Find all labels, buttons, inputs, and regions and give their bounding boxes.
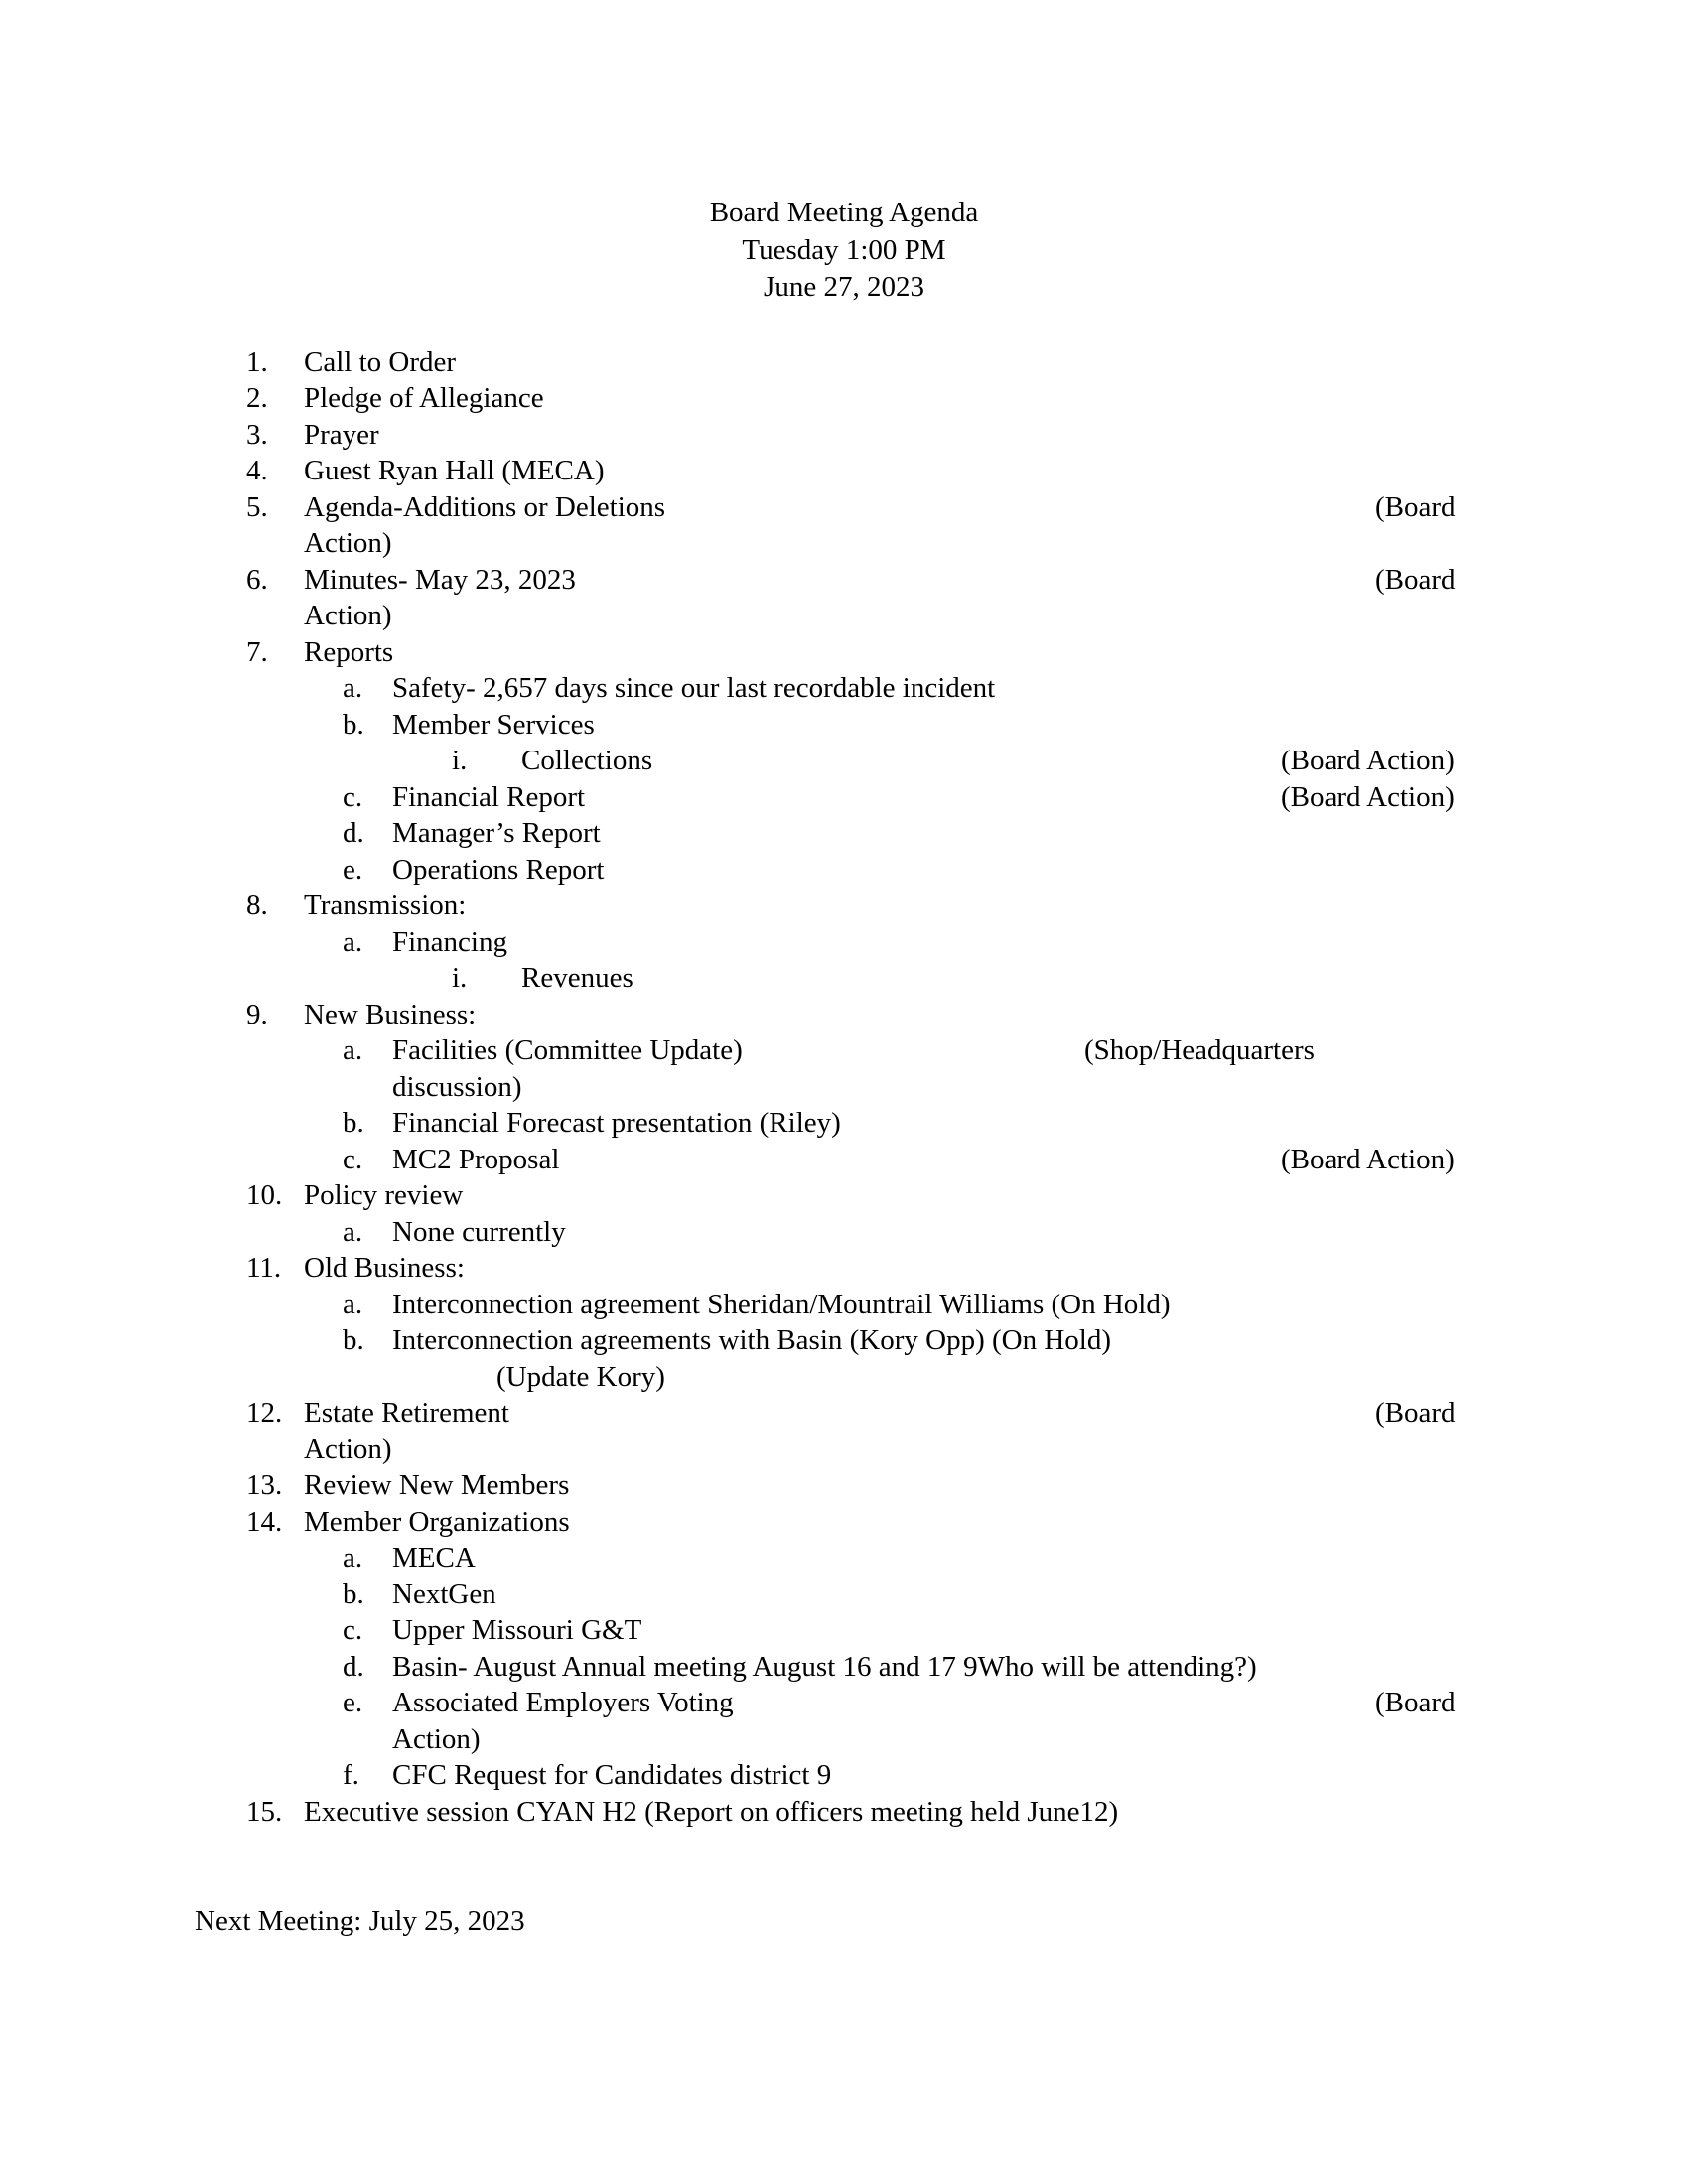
subitem-text: MC2 Proposal bbox=[392, 1143, 560, 1175]
subitem-marker: d. bbox=[343, 817, 364, 849]
subitem-text: Interconnection agreements with Basin (Kory Opp) (On Hold) bbox=[392, 1324, 1111, 1356]
subitem-marker: c. bbox=[343, 1614, 363, 1646]
item-text: Reports bbox=[304, 635, 394, 668]
item-marker: 12. bbox=[246, 1397, 283, 1429]
subitem-marker: c. bbox=[343, 1143, 363, 1175]
agenda-item bbox=[0, 634, 1688, 671]
item-marker: 2. bbox=[246, 382, 268, 414]
subsubitem-marker: i. bbox=[452, 745, 468, 776]
agenda-subitem bbox=[0, 670, 1688, 707]
item-note: (Board bbox=[1375, 563, 1456, 596]
agenda-subsubitem bbox=[0, 743, 1688, 779]
item-note: (Board Action) bbox=[1281, 780, 1455, 813]
agenda-item bbox=[0, 489, 1688, 526]
subitem-text: CFC Request for Candidates district 9 bbox=[392, 1759, 832, 1791]
agenda-item bbox=[0, 417, 1688, 454]
item-note: (Board bbox=[1375, 1397, 1456, 1429]
agenda-item bbox=[0, 887, 1688, 924]
item-marker: 1. bbox=[246, 345, 268, 378]
subitem-marker: b. bbox=[343, 1324, 364, 1356]
agenda-item bbox=[0, 997, 1688, 1033]
item-text: Policy review bbox=[304, 1179, 464, 1211]
item-note: (Board bbox=[1375, 1687, 1456, 1718]
agenda-subsubitem bbox=[0, 960, 1688, 997]
agenda-list bbox=[0, 344, 1688, 1831]
agenda-item-continuation bbox=[0, 1359, 1688, 1396]
subsubitem-text: Revenues bbox=[521, 962, 633, 994]
next-meeting-note: Next Meeting: July 25, 2023 bbox=[195, 1905, 525, 1937]
item-continuation-text: Action) bbox=[304, 600, 392, 631]
item-marker: 13. bbox=[246, 1469, 283, 1501]
subitem-text: Member Services bbox=[392, 708, 595, 741]
item-note: (Board Action) bbox=[1281, 745, 1455, 776]
item-marker: 4. bbox=[246, 455, 268, 486]
agenda-item-continuation bbox=[0, 525, 1688, 562]
subitem-text: Safety- 2,657 days since our last recordable incident bbox=[392, 672, 996, 704]
subitem-marker: f. bbox=[343, 1759, 359, 1791]
subitem-text: MECA bbox=[392, 1542, 476, 1573]
item-text: Member Organizations bbox=[304, 1505, 570, 1538]
item-marker: 5. bbox=[246, 490, 268, 523]
agenda-subitem bbox=[0, 924, 1688, 961]
agenda-subitem bbox=[0, 1142, 1688, 1178]
header-date: June 27, 2023 bbox=[764, 271, 924, 303]
subitem-marker: b. bbox=[343, 1577, 364, 1610]
subsubitem-marker: i. bbox=[452, 962, 468, 994]
item-marker: 14. bbox=[246, 1505, 283, 1538]
subitem-marker: d. bbox=[343, 1650, 364, 1683]
agenda-subitem bbox=[0, 1105, 1688, 1142]
item-marker: 11. bbox=[246, 1252, 282, 1284]
subitem-text: Financial Forecast presentation (Riley) bbox=[392, 1107, 841, 1139]
agenda-item-continuation bbox=[0, 1432, 1688, 1468]
subitem-text: Financing bbox=[392, 925, 507, 958]
item-text: Prayer bbox=[304, 418, 379, 451]
agenda-item-continuation bbox=[0, 1721, 1688, 1758]
item-marker: 9. bbox=[246, 998, 268, 1030]
item-marker: 15. bbox=[246, 1795, 283, 1828]
item-text: Old Business: bbox=[304, 1252, 465, 1284]
subitem-text: None currently bbox=[392, 1215, 566, 1248]
agenda-item bbox=[0, 562, 1688, 599]
subitem-marker: a. bbox=[343, 1034, 363, 1066]
item-note: (Board Action) bbox=[1281, 1143, 1455, 1175]
agenda-subitem bbox=[0, 1685, 1688, 1721]
subitem-marker: a. bbox=[343, 1215, 363, 1248]
agenda-item-continuation bbox=[0, 1069, 1688, 1106]
header-title: Board Meeting Agenda bbox=[709, 197, 979, 228]
item-continuation-text: Action) bbox=[304, 1433, 392, 1465]
item-continuation-text: Action) bbox=[304, 527, 392, 559]
subitem-marker: a. bbox=[343, 1288, 363, 1320]
subitem-text: Associated Employers Voting bbox=[392, 1687, 734, 1718]
agenda-subitem bbox=[0, 779, 1688, 816]
document-header bbox=[0, 0, 1688, 307]
subitem-marker: a. bbox=[343, 672, 363, 704]
subitem-marker: a. bbox=[343, 925, 363, 958]
subsubitem-text: Collections bbox=[521, 745, 653, 776]
subitem-text: Basin- August Annual meeting August 16 and 17 9Who will be attending?) bbox=[392, 1650, 1257, 1683]
item-note: (Board bbox=[1375, 490, 1456, 523]
item-continuation-text: Action) bbox=[392, 1722, 481, 1755]
subitem-marker: c. bbox=[343, 780, 363, 813]
agenda-item-continuation bbox=[0, 598, 1688, 634]
subitem-text: NextGen bbox=[392, 1577, 496, 1610]
agenda-item bbox=[0, 1467, 1688, 1504]
subitem-text: Upper Missouri G&T bbox=[392, 1614, 642, 1646]
header-time: Tuesday 1:00 PM bbox=[742, 233, 946, 266]
agenda-item bbox=[0, 1177, 1688, 1214]
item-text: New Business: bbox=[304, 998, 477, 1030]
item-text: Call to Order bbox=[304, 345, 457, 378]
agenda-subitem bbox=[0, 852, 1688, 888]
item-text: Executive session CYAN H2 (Report on officers meeting held June12) bbox=[304, 1795, 1119, 1828]
agenda-item bbox=[0, 1504, 1688, 1541]
item-note: (Shop/Headquarters bbox=[1084, 1034, 1315, 1066]
agenda-subitem bbox=[0, 1649, 1688, 1686]
agenda-subitem bbox=[0, 1287, 1688, 1323]
item-text: Agenda-Additions or Deletions bbox=[304, 490, 666, 523]
agenda-item bbox=[0, 344, 1688, 381]
item-text: Guest Ryan Hall (MECA) bbox=[304, 455, 605, 486]
subitem-marker: e. bbox=[343, 1687, 363, 1718]
agenda-subitem bbox=[0, 707, 1688, 744]
item-marker: 10. bbox=[246, 1179, 283, 1211]
agenda-subitem bbox=[0, 1576, 1688, 1613]
item-text: Pledge of Allegiance bbox=[304, 382, 544, 414]
item-text: Minutes- May 23, 2023 bbox=[304, 563, 576, 596]
subitem-text: Manager’s Report bbox=[392, 817, 601, 849]
subitem-marker: b. bbox=[343, 1107, 364, 1139]
item-marker: 3. bbox=[246, 418, 268, 451]
item-text: Estate Retirement bbox=[304, 1397, 509, 1429]
agenda-item bbox=[0, 1250, 1688, 1287]
agenda-item bbox=[0, 453, 1688, 489]
item-marker: 6. bbox=[246, 563, 268, 596]
agenda-item bbox=[0, 1794, 1688, 1831]
subitem-text: Facilities (Committee Update) bbox=[392, 1034, 743, 1066]
agenda-subitem bbox=[0, 1214, 1688, 1251]
agenda-item bbox=[0, 380, 1688, 417]
agenda-subitem bbox=[0, 1540, 1688, 1576]
agenda-subitem bbox=[0, 1612, 1688, 1649]
agenda-subitem bbox=[0, 1757, 1688, 1794]
agenda-subitem bbox=[0, 1322, 1688, 1359]
item-text: Review New Members bbox=[304, 1469, 570, 1501]
subitem-marker: b. bbox=[343, 708, 364, 741]
item-continuation-text: (Update Kory) bbox=[496, 1360, 665, 1393]
item-text: Transmission: bbox=[304, 889, 467, 921]
agenda-subitem bbox=[0, 815, 1688, 852]
item-continuation-text: discussion) bbox=[392, 1070, 522, 1103]
agenda-subitem bbox=[0, 1032, 1688, 1069]
item-marker: 8. bbox=[246, 889, 268, 921]
subitem-marker: a. bbox=[343, 1542, 363, 1573]
subitem-text: Interconnection agreement Sheridan/Mountrail Williams (On Hold) bbox=[392, 1288, 1171, 1320]
subitem-text: Financial Report bbox=[392, 780, 586, 813]
subitem-marker: e. bbox=[343, 853, 363, 886]
subitem-text: Operations Report bbox=[392, 853, 605, 886]
item-marker: 7. bbox=[246, 635, 268, 668]
agenda-item bbox=[0, 1395, 1688, 1432]
